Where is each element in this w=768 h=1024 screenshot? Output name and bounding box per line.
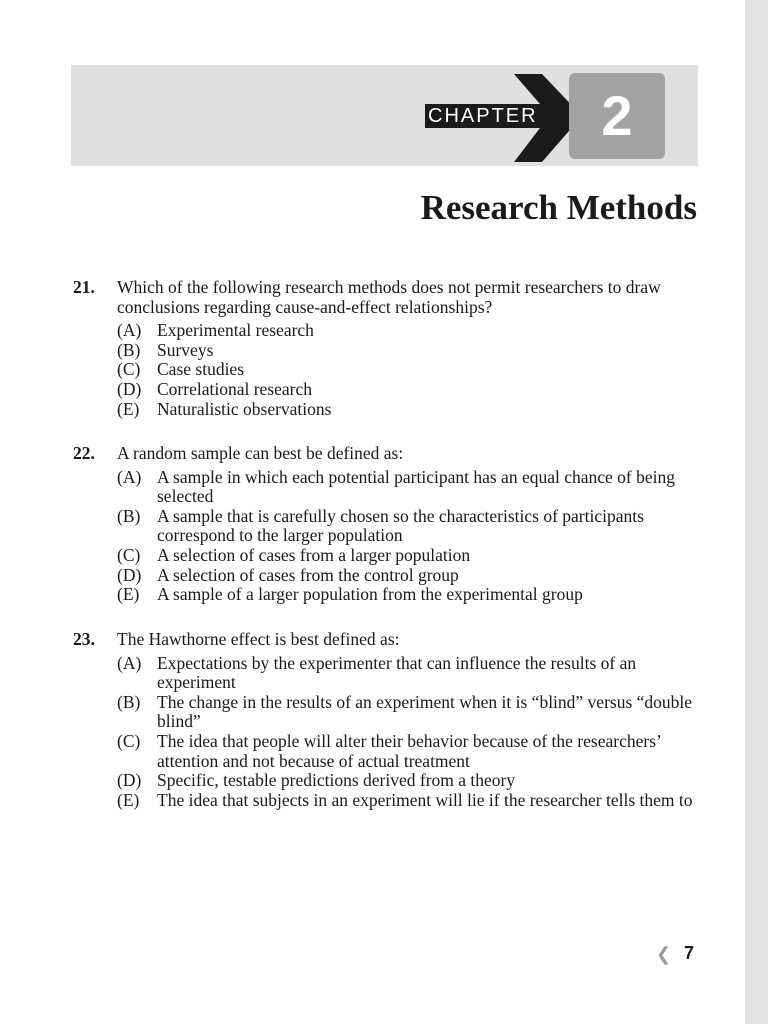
option-letter: (C) <box>117 359 141 380</box>
option-letter: (E) <box>117 584 140 605</box>
option-letter: (B) <box>117 505 141 526</box>
question-22 <box>73 444 693 605</box>
option-letter: (A) <box>117 466 142 487</box>
option-text: The idea that subjects in an experiment will lie if the researcher tells them to <box>157 789 693 810</box>
answer-option <box>117 791 693 811</box>
option-text: Case studies <box>157 359 245 380</box>
option-letter: (B) <box>117 691 141 712</box>
question-number: 22. <box>73 443 95 463</box>
question-21 <box>73 278 693 419</box>
question-number: 21. <box>73 277 95 297</box>
answer-option <box>117 341 693 361</box>
question-stem <box>73 630 693 650</box>
option-text: The change in the results of an experiment when it is “blind” versus “double blind” <box>157 691 693 732</box>
option-letter: (E) <box>117 789 140 810</box>
chapter-number: 2 <box>601 84 633 147</box>
answer-options <box>73 321 693 419</box>
answer-option <box>117 507 693 546</box>
answer-option <box>117 546 693 566</box>
chapter-label: CHAPTER <box>428 105 538 127</box>
option-text: Surveys <box>157 339 214 360</box>
option-letter: (C) <box>117 544 141 565</box>
page-title: Research Methods <box>420 188 697 227</box>
question-stem <box>73 444 693 464</box>
option-text: Experimental research <box>157 320 314 341</box>
option-letter: (A) <box>117 320 142 341</box>
answer-option <box>117 566 693 586</box>
option-letter: (D) <box>117 564 142 585</box>
answer-option <box>117 468 693 507</box>
question-23 <box>73 630 693 810</box>
option-letter: (D) <box>117 378 142 399</box>
option-letter: (A) <box>117 652 142 673</box>
question-text: A random sample can best be defined as: <box>117 443 404 463</box>
option-text: Correlational research <box>157 378 312 399</box>
option-letter: (E) <box>117 398 140 419</box>
option-letter: (B) <box>117 339 141 360</box>
page-number: 7 <box>684 943 695 963</box>
answer-option <box>117 321 693 341</box>
answer-option <box>117 360 693 380</box>
option-letter: (C) <box>117 730 141 751</box>
chevron-left-icon: ❮ <box>656 944 672 965</box>
question-text: Which of the following research methods does not permit researchers to draw conclusions regarding cause-and-effect relationships? <box>117 277 661 317</box>
answer-option <box>117 585 693 605</box>
answer-option <box>117 380 693 400</box>
answer-option <box>117 654 693 693</box>
option-text: A sample of a larger population from the experimental group <box>157 584 583 605</box>
answer-options <box>73 468 693 605</box>
answer-options <box>73 654 693 811</box>
question-number: 23. <box>73 629 95 649</box>
answer-option <box>117 693 693 732</box>
option-text: A selection of cases from a larger population <box>157 544 471 565</box>
option-text: Naturalistic observations <box>157 398 332 419</box>
option-text: A sample in which each potential participant has an equal chance of being selected <box>157 466 676 507</box>
option-text: A selection of cases from the control group <box>157 564 459 585</box>
answer-option <box>117 400 693 420</box>
option-text: Expectations by the experimenter that can influence the results of an experiment <box>157 652 637 693</box>
option-letter: (D) <box>117 770 142 791</box>
answer-option <box>117 771 693 791</box>
question-stem <box>73 278 693 317</box>
option-text: Specific, testable predictions derived from a theory <box>157 770 516 791</box>
question-text: The Hawthorne effect is best defined as: <box>117 629 400 649</box>
option-text: A sample that is carefully chosen so the characteristics of participants correspond to the larger population <box>157 505 644 546</box>
answer-option <box>117 732 693 771</box>
option-text: The idea that people will alter their behavior because of the researchers’ attention and not because of actual treatment <box>157 730 661 771</box>
